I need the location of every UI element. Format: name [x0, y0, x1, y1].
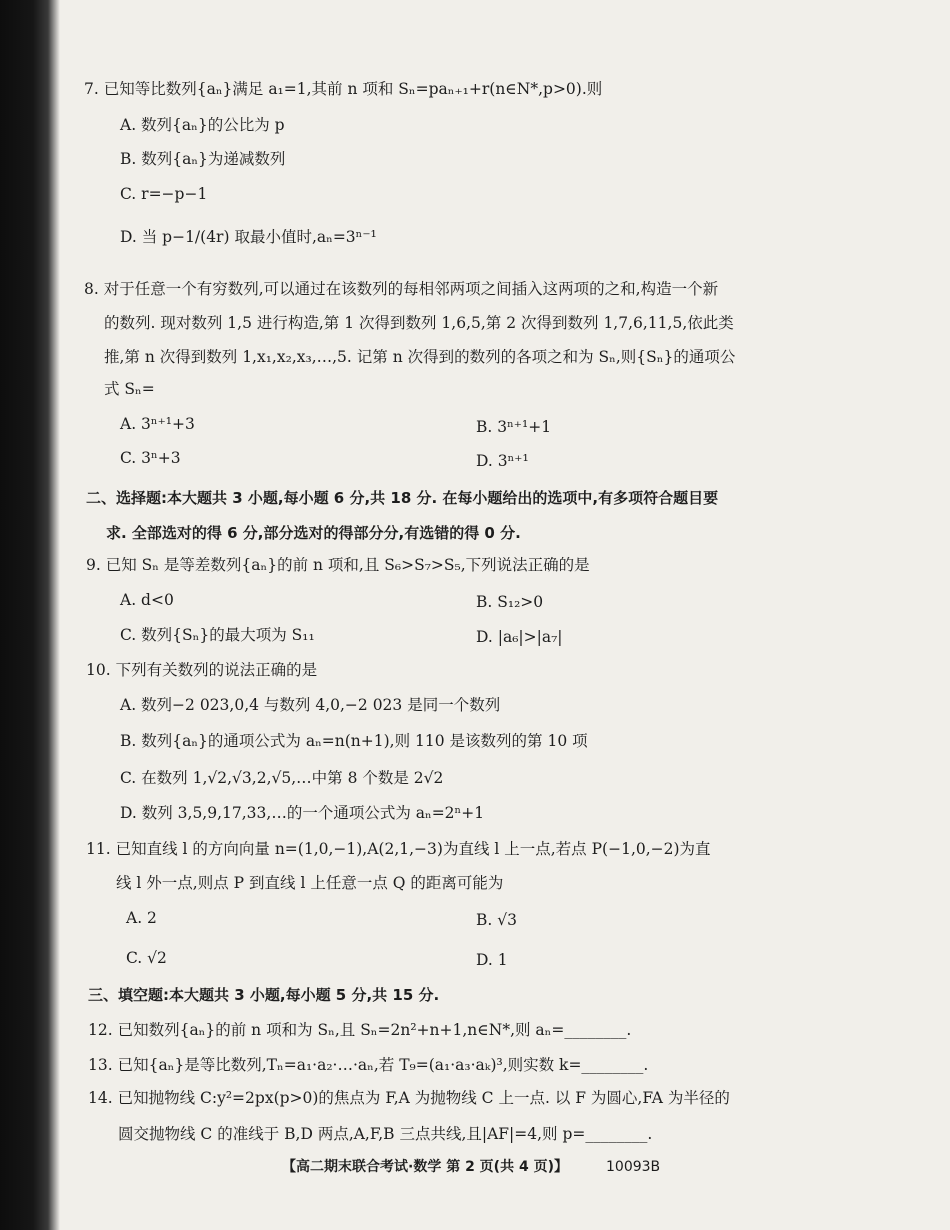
section-3-heading: 三、填空题:本大题共 3 小题,每小题 5 分,共 15 分. — [88, 986, 440, 1004]
q7-option-b: B. 数列{aₙ}为递减数列 — [120, 150, 286, 168]
section-2-heading: 二、选择题:本大题共 3 小题,每小题 6 分,共 18 分. 在每小题给出的选项中,有多项符合题目要 — [86, 489, 719, 507]
q10-option-b: B. 数列{aₙ}的通项公式为 aₙ=n(n+1),则 110 是该数列的第 10 项 — [120, 732, 588, 750]
q12: 12. 已知数列{aₙ}的前 n 项和为 Sₙ,且 Sₙ=2n²+n+1,n∈N*,则 aₙ=________. — [88, 1021, 632, 1039]
q10-option-a: A. 数列−2 023,0,4 与数列 4,0,−2 023 是同一个数列 — [120, 696, 501, 714]
q7-option-d: D. 当 p−1/(4r) 取最小值时,aₙ=3ⁿ⁻¹ — [120, 228, 377, 246]
q8-line-3: 推,第 n 次得到数列 1,x₁,x₂,x₃,…,5. 记第 n 次得到的数列的各项之和为 Sₙ,则{Sₙ}的通项公 — [104, 348, 736, 366]
q11-option-c: C. √2 — [126, 949, 167, 967]
section-2-heading-cont: 求. 全部选对的得 6 分,部分选对的得部分分,有选错的得 0 分. — [106, 524, 521, 542]
q11-line-1: 11. 已知直线 l 的方向向量 n=(1,0,−1),A(2,1,−3)为直线 l 上一点,若点 P(−1,0,−2)为直 — [86, 840, 711, 858]
q9-option-b: B. S₁₂>0 — [476, 593, 544, 611]
q8-option-d: D. 3ⁿ⁺¹ — [476, 452, 529, 470]
page-footer: 【高二期末联合考试·数学 第 2 页(共 4 页)】 — [282, 1159, 568, 1175]
q7-option-a: A. 数列{aₙ}的公比为 p — [120, 116, 285, 134]
q10-option-d: D. 数列 3,5,9,17,33,…的一个通项公式为 aₙ=2ⁿ+1 — [120, 804, 485, 822]
q8-option-c: C. 3ⁿ+3 — [120, 449, 181, 467]
q9-option-d: D. |a₆|>|a₇| — [476, 628, 563, 646]
q9-stem: 9. 已知 Sₙ 是等差数列{aₙ}的前 n 项和,且 S₆>S₇>S₅,下列说法正确的是 — [86, 556, 590, 574]
q14-line-2: 圆交抛物线 C 的准线于 B,D 两点,A,F,B 三点共线,且|AF|=4,则 p=________. — [118, 1125, 653, 1143]
q13: 13. 已知{aₙ}是等比数列,Tₙ=a₁·a₂·…·aₙ,若 T₉=(a₁·a₃·aₖ)³,则实数 k=________. — [88, 1056, 649, 1074]
q11-option-d: D. 1 — [476, 951, 508, 969]
q8-option-b: B. 3ⁿ⁺¹+1 — [476, 418, 552, 436]
q8-line-1: 8. 对于任意一个有穷数列,可以通过在该数列的每相邻两项之间插入这两项的之和,构造一个新 — [84, 280, 719, 298]
paper-code: 10093B — [606, 1159, 661, 1175]
q8-line-2: 的数列. 现对数列 1,5 进行构造,第 1 次得到数列 1,6,5,第 2 次得到数列 1,7,6,11,5,依此类 — [104, 314, 734, 332]
q14-line-1: 14. 已知抛物线 C:y²=2px(p>0)的焦点为 F,A 为抛物线 C 上一点. 以 F 为圆心,FA 为半径的 — [88, 1089, 730, 1107]
q8-line-4: 式 Sₙ= — [104, 380, 155, 398]
q11-line-2: 线 l 外一点,则点 P 到直线 l 上任意一点 Q 的距离可能为 — [116, 874, 504, 892]
q7-stem: 7. 已知等比数列{aₙ}满足 a₁=1,其前 n 项和 Sₙ=paₙ₊₁+r(n∈N*,p>0).则 — [84, 80, 603, 98]
q8-option-a: A. 3ⁿ⁺¹+3 — [120, 415, 195, 433]
q7-option-c: C. r=−p−1 — [120, 185, 208, 203]
q10-option-c: C. 在数列 1,√2,√3,2,√5,…中第 8 个数是 2√2 — [120, 769, 444, 787]
q11-option-b: B. √3 — [476, 911, 517, 929]
q9-option-c: C. 数列{Sₙ}的最大项为 S₁₁ — [120, 626, 315, 644]
q10-stem: 10. 下列有关数列的说法正确的是 — [86, 661, 318, 679]
q9-option-a: A. d<0 — [120, 591, 174, 609]
q11-option-a: A. 2 — [126, 909, 157, 927]
